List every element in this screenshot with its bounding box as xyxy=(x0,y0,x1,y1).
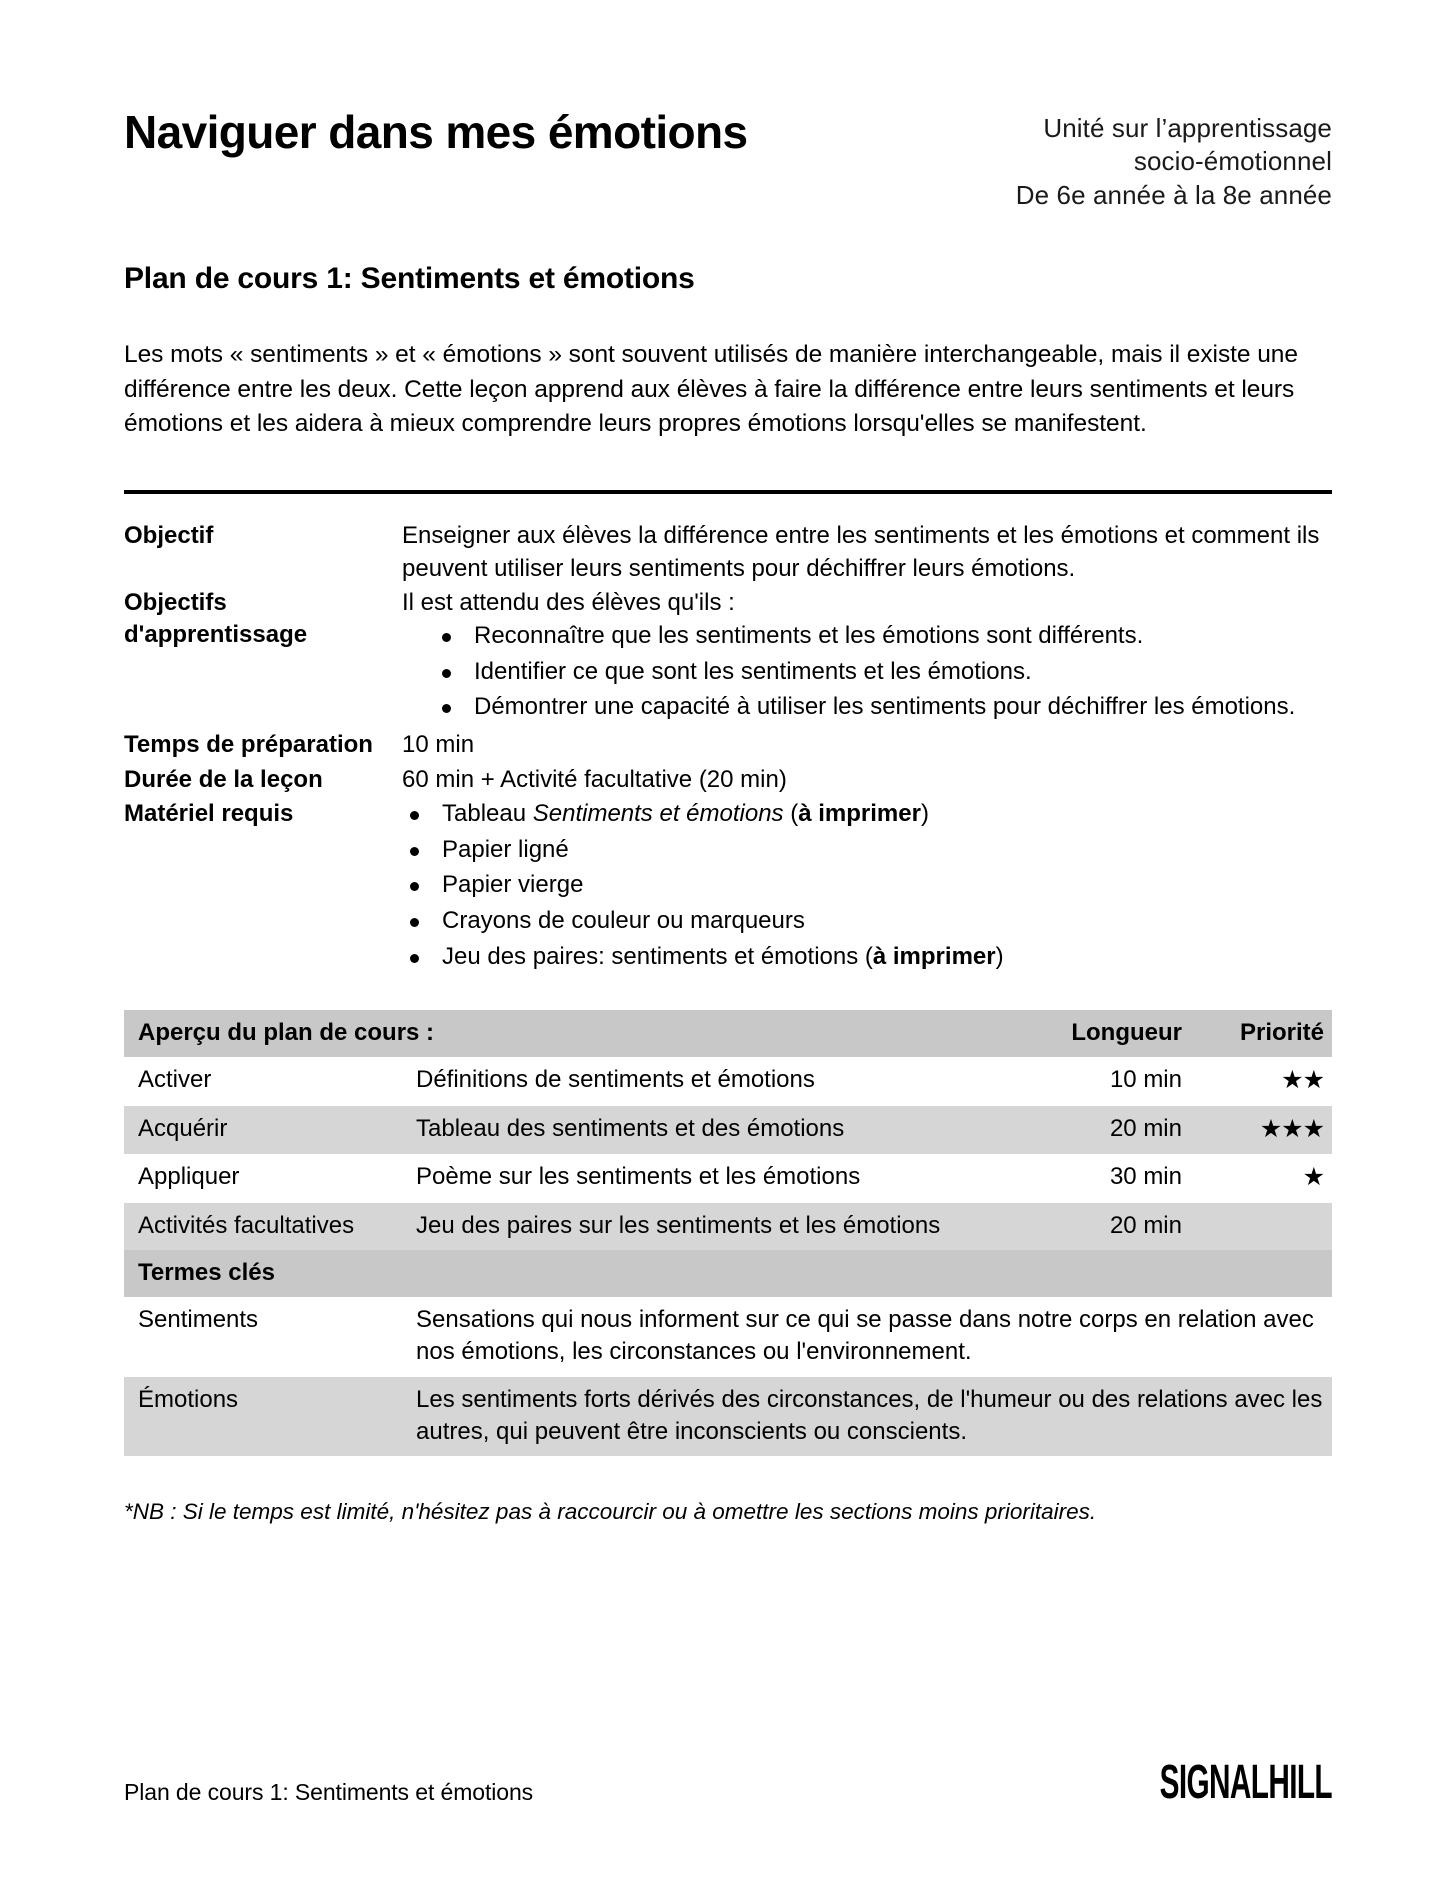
table-header-row xyxy=(124,1010,1332,1057)
term-name: Sentiments xyxy=(124,1297,402,1376)
header-meta-line-1: Unité sur l’apprentissage xyxy=(1043,113,1332,143)
info-label-objectifs-apprentissage xyxy=(124,587,402,650)
info-row-objectifs-apprentissage xyxy=(124,587,1332,727)
term-definition: Sensations qui nous informent sur ce qui se passe dans notre corps en relation avec nos émotions, les circonstances ou l'environnement. xyxy=(402,1297,1332,1376)
header-meta-line-2: socio-émotionnel xyxy=(1133,146,1332,177)
row-description: Définitions de sentiments et émotions xyxy=(402,1057,1054,1106)
row-name: Appliquer xyxy=(124,1154,402,1203)
table-row xyxy=(124,1203,1332,1250)
signalhill-logo: SIGNALHILL xyxy=(1159,1756,1332,1809)
lesson-overview-table xyxy=(124,1010,1332,1456)
overview-table-title: Aperçu du plan de cours : xyxy=(124,1010,1054,1057)
lesson-intro: Les mots « sentiments » et « émotions » sont souvent utilisés de manière interchangeable, mais il existe une différence entre les deux. Cette leçon apprend aux élèves à faire la différence entre leurs sentiments et leurs émotions et les aidera à mieux comprendre leurs propres émotions lorsqu'elles se manifestent. xyxy=(124,340,1298,438)
row-priority: ★★ xyxy=(1204,1057,1332,1106)
note-text: *NB : Si le temps est limité, n'hésitez pas à raccourcir ou à omettre les sections moins prioritaires. xyxy=(124,1498,1097,1524)
info-value-duree-lecon: 60 min + Activité facultative (20 min) xyxy=(402,765,787,793)
document-content xyxy=(124,104,1332,1527)
row-priority: ★ xyxy=(1204,1154,1332,1203)
row-description: Poème sur les sentiments et les émotions xyxy=(402,1154,1054,1203)
info-value-objectif: Enseigner aux élèves la différence entre les sentiments et les émotions et comment ils peuvent utiliser leurs sentiments pour déchiffrer leurs émotions. xyxy=(402,522,1320,582)
info-row-temps-preparation xyxy=(124,729,1332,762)
list-item: Identifier ce que sont les sentiments et les émotions. xyxy=(402,656,1332,689)
term-definition: Les sentiments forts dérivés des circonstances, de l'humeur ou des relations avec les autres, qui peuvent être inconscients ou conscients. xyxy=(402,1377,1332,1456)
list-item: Papier vierge xyxy=(402,869,1332,902)
objectifs-intro: Il est attendu des élèves qu'ils : xyxy=(402,589,735,617)
row-description: Tableau des sentiments et des émotions xyxy=(402,1106,1054,1155)
lesson-info-grid xyxy=(124,520,1332,976)
objectifs-list xyxy=(402,620,1332,724)
terms-section-header xyxy=(124,1250,1332,1297)
info-label-line-2: d'apprentissage xyxy=(124,621,308,649)
info-label-temps-preparation: Temps de préparation xyxy=(124,730,373,758)
column-header-priority: Priorité xyxy=(1204,1010,1332,1057)
page-title: Naviguer dans mes émotions xyxy=(124,106,748,158)
info-label-line-1: Objectifs xyxy=(124,589,227,617)
row-length: 20 min xyxy=(1054,1106,1204,1155)
table-row xyxy=(124,1297,1332,1376)
column-header-length: Longueur xyxy=(1054,1010,1204,1057)
terms-header-label: Termes clés xyxy=(124,1250,1332,1297)
list-item: Crayons de couleur ou marqueurs xyxy=(402,905,1332,938)
header-meta-line-3: De 6e année à la 8e année xyxy=(1015,179,1332,210)
row-priority xyxy=(1204,1203,1332,1250)
info-row-materiel-requis xyxy=(124,798,1332,976)
info-label-duree-lecon: Durée de la leçon xyxy=(124,765,323,793)
table-row xyxy=(124,1377,1332,1456)
footer-text: Plan de cours 1: Sentiments et émotions xyxy=(124,1778,534,1805)
list-item: Démontrer une capacité à utiliser les sentiments pour déchiffrer les émotions. xyxy=(402,691,1332,724)
section-divider xyxy=(124,490,1332,494)
row-name: Acquérir xyxy=(124,1106,402,1155)
row-length: 10 min xyxy=(1054,1057,1204,1106)
term-name: Émotions xyxy=(124,1377,402,1456)
materiel-list xyxy=(402,798,1332,973)
list-item: Tableau Sentiments et émotions (à imprimer) xyxy=(402,798,1332,831)
row-length: 30 min xyxy=(1054,1154,1204,1203)
lesson-heading: Plan de cours 1: Sentiments et émotions xyxy=(124,261,695,295)
row-description: Jeu des paires sur les sentiments et les émotions xyxy=(402,1203,1054,1250)
header-meta xyxy=(1016,104,1332,212)
list-item: Jeu des paires: sentiments et émotions (à imprimer) xyxy=(402,941,1332,974)
table-row xyxy=(124,1154,1332,1203)
row-name: Activer xyxy=(124,1057,402,1106)
info-row-objectif xyxy=(124,520,1332,585)
info-value-materiel-requis xyxy=(402,798,1332,976)
document-header xyxy=(124,104,1332,212)
info-label-objectif: Objectif xyxy=(124,522,214,550)
list-item: Papier ligné xyxy=(402,834,1332,867)
info-row-duree-lecon xyxy=(124,764,1332,797)
row-priority: ★★★ xyxy=(1204,1106,1332,1155)
page-footer xyxy=(124,1756,1332,1809)
row-length: 20 min xyxy=(1054,1203,1204,1250)
info-label-materiel-requis: Matériel requis xyxy=(124,800,294,828)
list-item: Reconnaître que les sentiments et les émotions sont différents. xyxy=(402,620,1332,653)
info-value-objectifs-apprentissage xyxy=(402,587,1332,727)
table-row xyxy=(124,1057,1332,1106)
info-value-temps-preparation: 10 min xyxy=(402,730,475,758)
row-name: Activités facultatives xyxy=(124,1203,402,1250)
table-row xyxy=(124,1106,1332,1155)
